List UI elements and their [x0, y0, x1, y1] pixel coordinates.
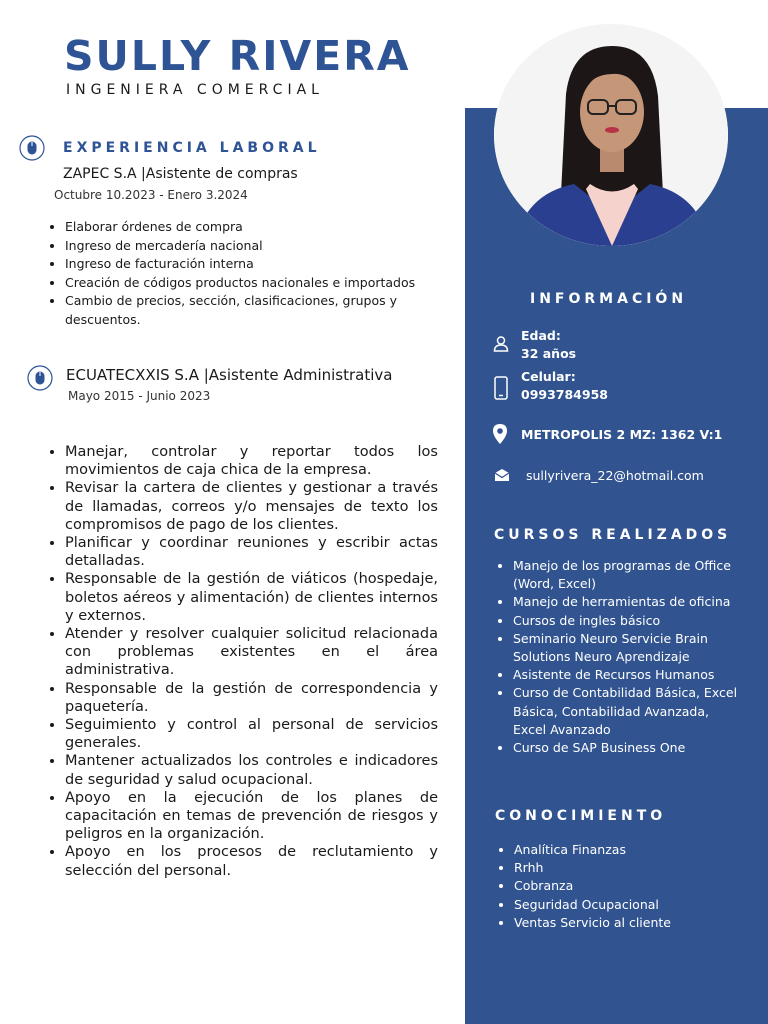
knowledge-list [498, 841, 738, 932]
list-item: • Creación de códigos productos nacionales e importados [65, 274, 445, 293]
job2-task-list [48, 443, 438, 880]
profile-photo [494, 24, 728, 246]
list-item: • Analítica Finanzas [514, 841, 738, 859]
list-item: • Seguimiento y control al personal de servicios generales. [65, 716, 438, 752]
knowledge-section-title: CONOCIMIENTO [495, 808, 667, 824]
envelope-icon [494, 468, 510, 487]
list-item: • Mantener actualizados los controles e indicadores de seguridad y salud ocupacional. [65, 752, 438, 788]
list-item: • Atender y resolver cualquier solicitud relacionada con problemas existentes en el área administrativa. [65, 625, 438, 680]
location-pin-icon [492, 423, 508, 450]
age-label: Edad: [521, 328, 561, 343]
list-item: • Cambio de precios, sección, clasificaciones, grupos y descuentos. [65, 292, 445, 329]
list-item: • Manejar, controlar y reportar todos los movimientos de caja chica de la empresa. [65, 443, 438, 479]
info-section-title: INFORMACIÓN [530, 291, 688, 307]
phone-icon [494, 376, 508, 405]
courses-list [497, 557, 742, 757]
list-item: • Planificar y coordinar reuniones y escribir actas detalladas. [65, 534, 438, 570]
phone-value: 0993784958 [521, 387, 608, 402]
job1-dates: Octubre 10.2023 - Enero 3.2024 [54, 188, 248, 202]
email-value[interactable]: sullyrivera_22@hotmail.com [526, 468, 704, 483]
person-icon [492, 335, 510, 358]
list-item: • Revisar la cartera de clientes y gestionar a través de llamadas, correos y/o mensajes de texto los compromisos de pago de los clientes. [65, 479, 438, 534]
courses-section-title: CURSOS REALIZADOS [494, 527, 732, 543]
age-value: 32 años [521, 346, 577, 361]
list-item: • Curso de SAP Business One [513, 739, 742, 757]
list-item: • Seguridad Ocupacional [514, 896, 738, 914]
job1-title: ZAPEC S.A |Asistente de compras [63, 166, 298, 182]
list-item: • Ingreso de facturación interna [65, 255, 445, 274]
list-item: • Ventas Servicio al cliente [514, 914, 738, 932]
person-name: SULLY RIVERA [64, 32, 411, 80]
experience-section-title: EXPERIENCIA LABORAL [63, 140, 321, 156]
list-item: • Responsable de la gestión de viáticos (hospedaje, boletos aéreos y alimentación) de clientes internos y externos. [65, 570, 438, 625]
list-item: • Rrhh [514, 859, 738, 877]
list-item: • Ingreso de mercadería nacional [65, 237, 445, 256]
job2-title: ECUATECXXIS S.A |Asistente Administrativa [66, 366, 393, 384]
list-item: • Cursos de ingles básico [513, 612, 742, 630]
list-item: • Manejo de los programas de Office (Word, Excel) [513, 557, 742, 593]
mouse-icon [27, 365, 53, 391]
phone-label: Celular: [521, 369, 576, 384]
list-item: • Responsable de la gestión de correspondencia y paquetería. [65, 680, 438, 716]
person-role: INGENIERA COMERCIAL [66, 82, 324, 98]
list-item: • Elaborar órdenes de compra [65, 218, 445, 237]
list-item: • Manejo de herramientas de oficina [513, 593, 742, 611]
job1-task-list [50, 218, 445, 329]
list-item: • Cobranza [514, 877, 738, 895]
list-item: • Curso de Contabilidad Básica, Excel Básica, Contabilidad Avanzada, Excel Avanzado [513, 684, 742, 739]
job2-dates: Mayo 2015 - Junio 2023 [68, 389, 211, 403]
list-item: • Asistente de Recursos Humanos [513, 666, 742, 684]
address-value: METROPOLIS 2 MZ: 1362 V:1 [521, 427, 723, 442]
list-item: • Seminario Neuro Servicie Brain Solutions Neuro Aprendizaje [513, 630, 742, 666]
list-item: • Apoyo en los procesos de reclutamiento y selección del personal. [65, 843, 438, 879]
mouse-icon [19, 135, 45, 161]
list-item: • Apoyo en la ejecución de los planes de capacitación en temas de prevención de riesgos y peligros en la organización. [65, 789, 438, 844]
